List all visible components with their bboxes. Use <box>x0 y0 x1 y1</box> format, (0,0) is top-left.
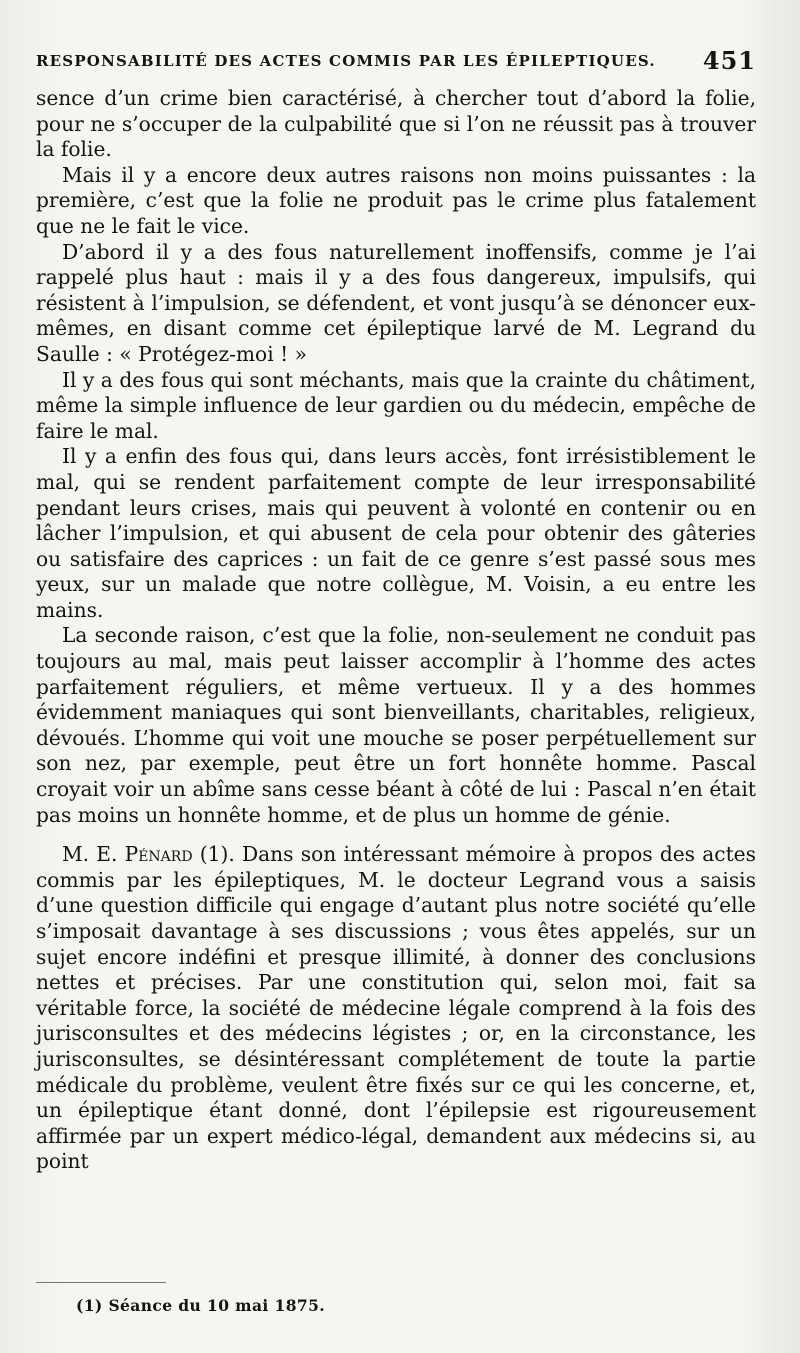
paragraph-1: sence d’un crime bien caractérisé, à chercher tout d’abord la folie, pour ne s’occuper de la culpabilité que si l’on ne réussit pas à trouver la folie. <box>36 86 756 162</box>
paragraph-4: Il y a des fous qui sont méchants, mais que la crainte du châtiment, même la simple influence de leur gardien ou du médecin, empêche de faire le mal. <box>36 367 756 443</box>
paragraph-2: Mais il y a encore deux autres raisons non moins puissantes : la première, c’est que la folie ne produit pas le crime plus fatalement que ne le fait le vice. <box>36 162 756 238</box>
page-number: 451 <box>702 46 756 75</box>
penard-text: . Dans son intéressant mémoire à propos des actes commis par les épileptiques, M. le docteur Legrand vous a saisis d’une question difficile qui engage d’autant plus notre société qu’elle s’imposait davantage à ses discussions ; vous êtes appelés, sur un sujet encore indéfini et presque illimité, à donner des conclusions nettes et précises. Par une constitution qui, selon moi, fait sa véritable force, la société de médecine légale comprend à la fois des jurisconsultes et des médecins légistes ; or, en la circonstance, les jurisconsultes, se désintéressant complétement de toute la partie médicale du problème, veulent être fixés sur ce qui les concerne, et, un épileptique étant donné, dont l’épilepsie est rigoureusement affirmée par un expert médico-légal, demandent aux médecins si, au point <box>36 842 756 1174</box>
footnote-divider <box>36 1282 166 1283</box>
footnote: (1) Séance du 10 mai 1875. <box>76 1296 326 1315</box>
paragraph-3: D’abord il y a des fous naturellement inoffensifs, comme je l’ai rappelé plus haut : mais il y a des fous dangereux, impulsifs, qui résistent à l’impulsion, se défendent, et vont jusqu’à se dénoncer eux-mêmes, en disant comme cet épileptique larvé de M. Legrand du Saulle : « Protégez-moi ! » <box>36 239 756 366</box>
speaker-name: M. E. Pénard <box>62 842 193 867</box>
paragraph-5: Il y a enfin des fous qui, dans leurs accès, font irrésistiblement le mal, qui se rendent parfaitement compte de leur irresponsabilité pendant leurs crises, mais qui peuvent à volonté en contenir ou en lâcher l’impulsion, et qui abusent de cela pour obtenir des gâteries ou satisfaire des caprices : un fait de ce genre s’est passé sous mes yeux, sur un malade que notre collègue, M. Voisin, a eu entre les mains. <box>36 444 756 622</box>
penard-paragraph <box>36 842 756 1175</box>
footnote-reference: (1) <box>199 842 229 867</box>
page-header <box>36 44 756 80</box>
paragraph-6: La seconde raison, c’est que la folie, non-seulement ne conduit pas toujours au mal, mais peut laisser accomplir à l’homme des actes parfaitement réguliers, et même vertueux. Il y a des hommes évidemment maniaques qui sont bienveillants, charitables, religieux, dévoués. L’homme qui voit une mouche se poser perpétuellement sur son nez, par exemple, peut être un fort honnête homme. Pascal croyait voir un abîme sans cesse béant à côté de lui : Pascal n’en était pas moins un honnête homme, et de plus un homme de génie. <box>36 623 756 827</box>
running-title: RESPONSABILITÉ DES ACTES COMMIS PAR LES ÉPILEPTIQUES. <box>36 52 656 70</box>
body-text <box>36 86 756 1175</box>
